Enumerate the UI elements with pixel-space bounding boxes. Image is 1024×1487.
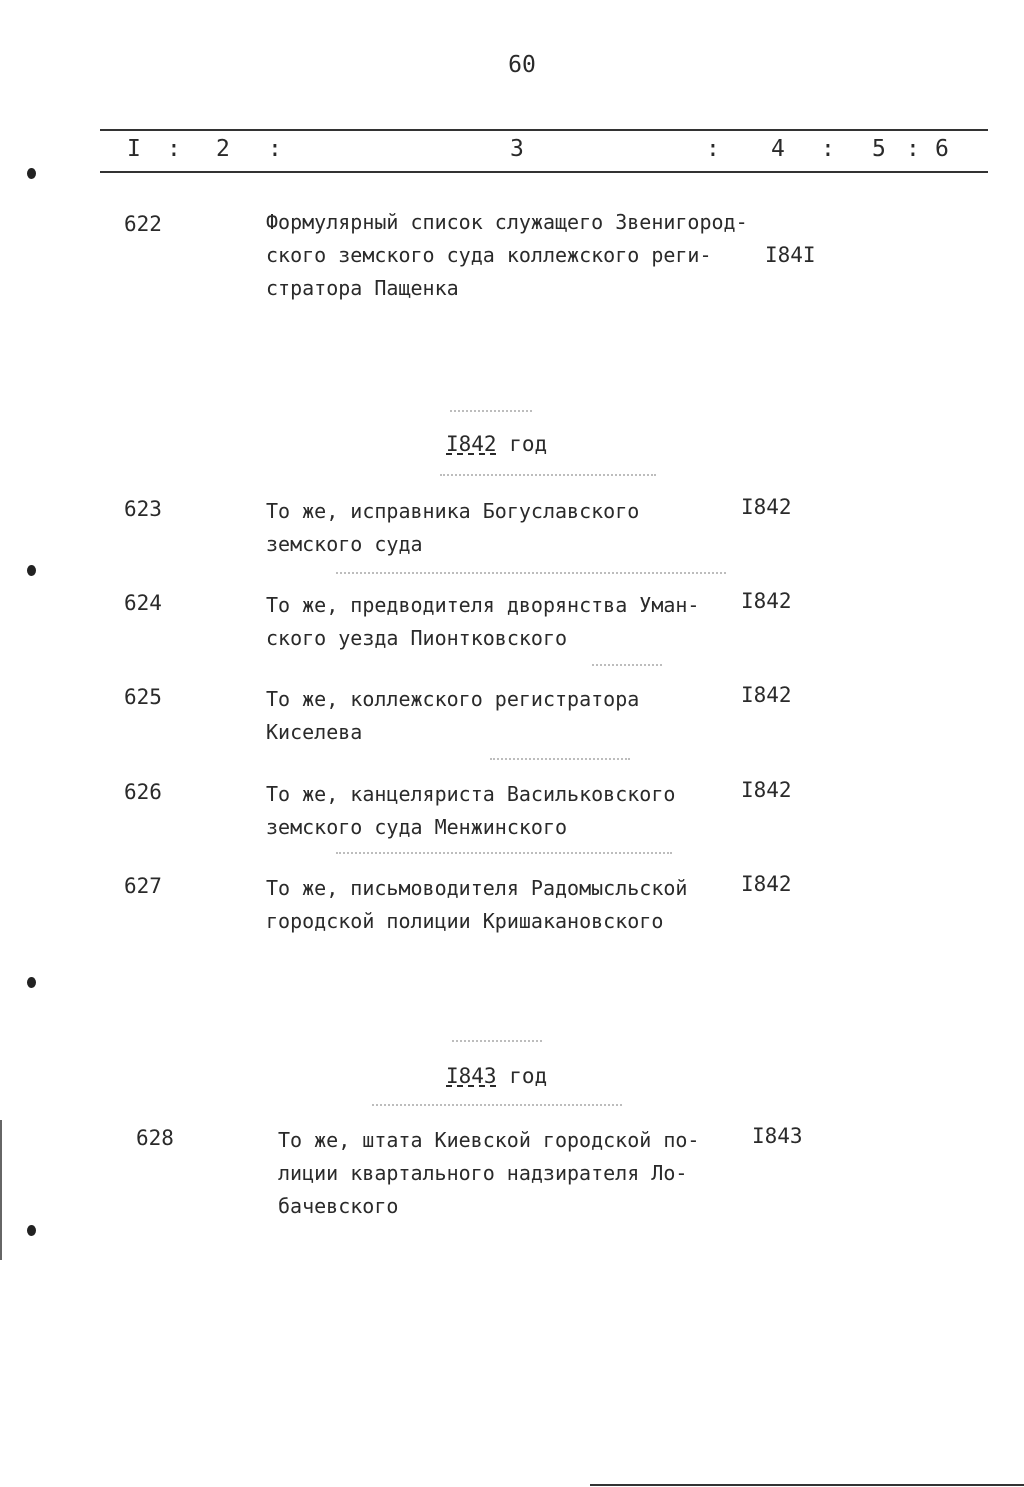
entry-line: бачевского [278,1194,399,1218]
entry-year: I842 [741,778,792,802]
entry-year: I843 [752,1124,803,1148]
entry-description [278,1124,699,1223]
entry-line: ского уезда Пионтковского [266,626,568,650]
header-col-4: 4 [771,136,785,162]
header-bottom-rule [100,171,988,173]
entry-number: 625 [124,685,162,709]
header-sep: : [821,136,835,162]
entry-year: I842 [741,683,792,707]
entry-description [266,589,699,655]
entry-description [266,872,687,938]
dotted-mark [592,664,662,666]
bottom-edge-line [590,1484,1024,1486]
dotted-mark [336,572,726,574]
header-col-1: I [127,136,141,162]
section-heading-1843 [446,1064,547,1088]
entry-year: I842 [741,495,792,519]
header-sep: : [167,136,181,162]
entry-number: 622 [124,212,162,236]
section-word: год [509,1064,548,1088]
entry-line: земского суда Менжинского [266,815,568,839]
entry-number: 628 [136,1126,174,1150]
entry-number: 627 [124,874,162,898]
entry-line: городской полиции Кришакановского [266,909,664,933]
punch-hole [27,168,36,179]
entry-line: То же, предводителя дворянства Уман- [266,593,700,617]
header-col-3: 3 [510,136,524,162]
entry-description [266,495,639,561]
entry-line: То же, коллежского регистратора [266,687,640,711]
punch-hole [27,977,36,988]
entry-line: лиции квартального надзирателя Ло- [278,1161,688,1185]
section-year: I842 [446,432,497,456]
entry-description [266,206,748,305]
dotted-mark [336,852,672,854]
entry-line: ского земского суда коллежского реги- [266,243,712,267]
dotted-mark [440,474,656,476]
header-col-6: 6 [935,136,949,162]
entry-line: земского суда [266,532,423,556]
entry-year: I842 [741,872,792,896]
dotted-mark [372,1104,622,1106]
section-word: год [509,432,548,456]
section-heading-1842 [446,432,547,456]
entry-line: Формулярный список служащего Звенигород- [266,210,748,234]
entry-year: I84I [765,243,816,267]
entry-line: То же, письмоводителя Радомысльской [266,876,688,900]
header-top-rule [100,129,988,131]
header-sep: : [706,136,720,162]
header-col-5: 5 [872,136,886,162]
entry-number: 626 [124,780,162,804]
dotted-mark [450,410,532,412]
entry-number: 624 [124,591,162,615]
header-sep: : [906,136,920,162]
entry-year: I842 [741,589,792,613]
page-number: 60 [508,52,536,78]
entry-line: Киселева [266,720,363,744]
entry-line: То же, канцеляриста Васильковского [266,782,676,806]
punch-hole [27,1225,36,1236]
entry-line: То же, штата Киевской городской по- [278,1128,700,1152]
entry-description [266,683,639,749]
dotted-mark [452,1040,542,1042]
page-edge-shadow [0,1120,2,1260]
entry-line: стратора Пащенка [266,276,459,300]
section-year: I843 [446,1064,497,1088]
entry-description [266,778,675,844]
dotted-mark [490,758,630,760]
entry-line: То же, исправника Богуславского [266,499,640,523]
entry-number: 623 [124,497,162,521]
punch-hole [27,565,36,576]
header-sep: : [268,136,282,162]
header-col-2: 2 [216,136,230,162]
